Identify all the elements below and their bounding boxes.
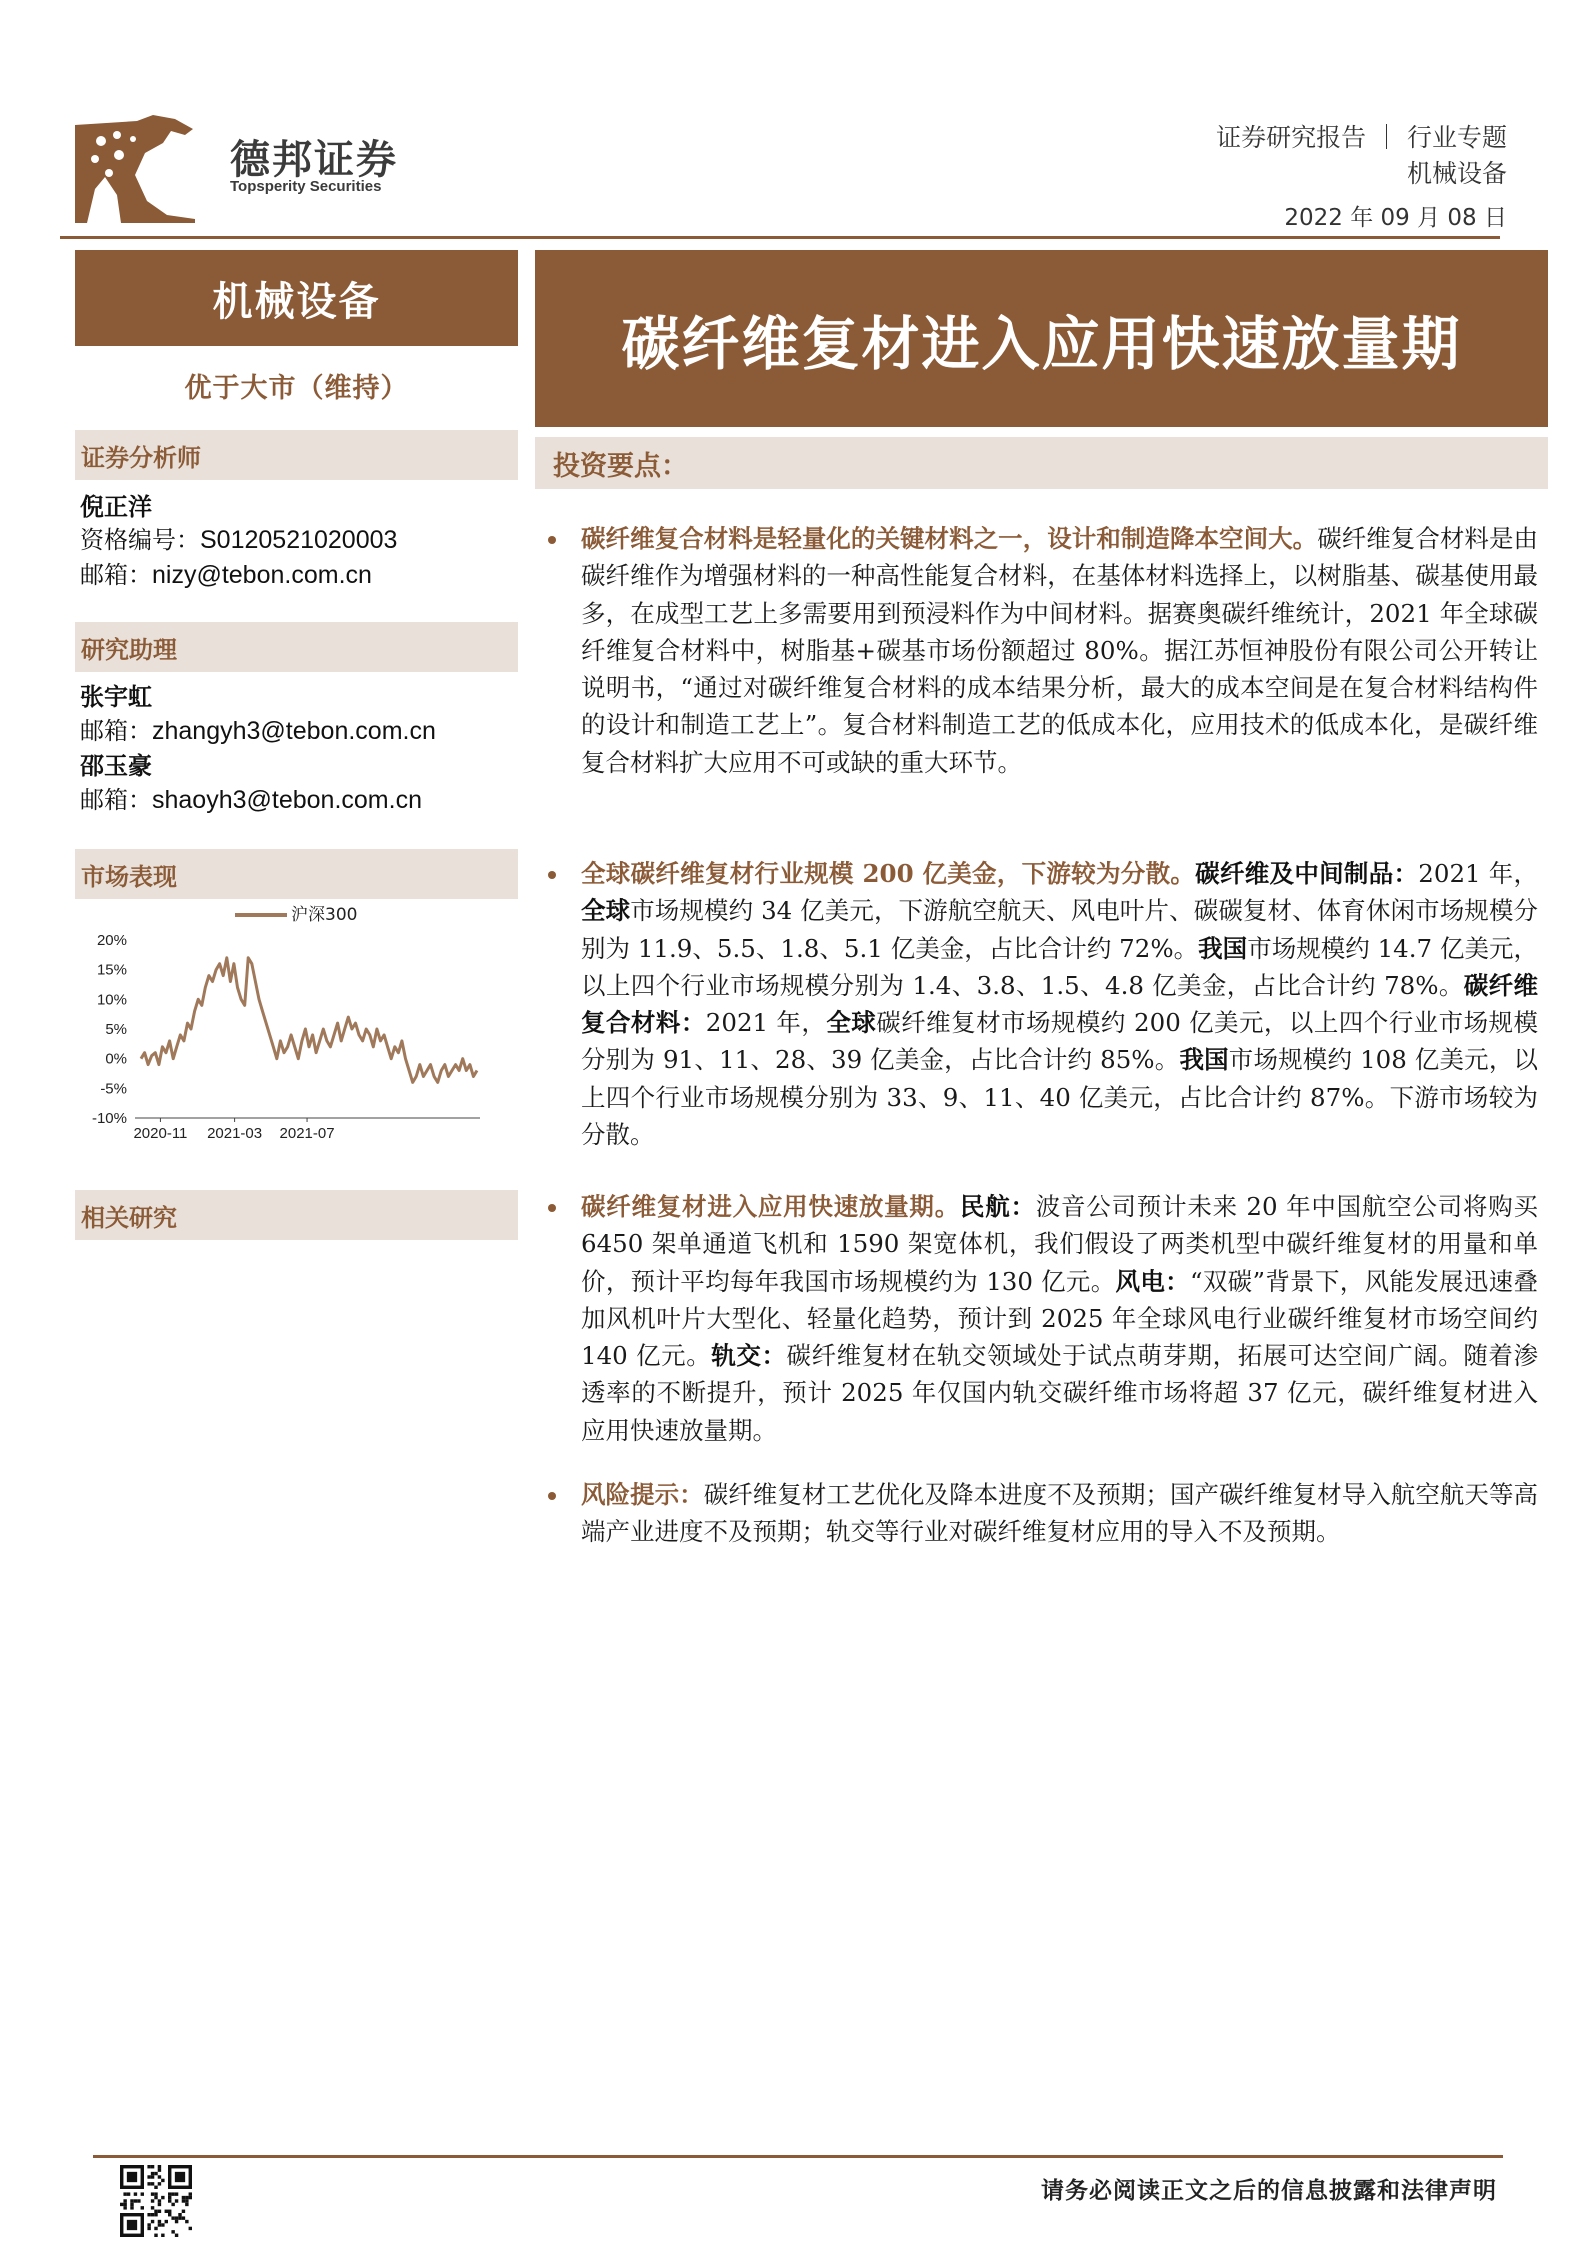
key-point-bold: 碳纤维复合材料： (581, 970, 1538, 1038)
qr-module (175, 2220, 178, 2223)
qr-module (147, 2213, 150, 2216)
assistant-email-row (80, 780, 422, 815)
y-tick-label: 5% (105, 1021, 127, 1038)
related-heading: 相关研究 (75, 1190, 518, 1240)
qr-module (185, 2196, 188, 2199)
qr-module (154, 2196, 157, 2199)
key-point-lead: 碳纤维复合材料是轻量化的关键材料之一，设计和制造降本空间大。 (581, 524, 1318, 553)
qr-module (158, 2182, 161, 2185)
qr-module (151, 2206, 154, 2209)
analyst-heading: 证券分析师 (75, 430, 518, 480)
qr-module (147, 2223, 150, 2226)
qr-module (158, 2175, 161, 2178)
qr-module (168, 2192, 171, 2195)
qr-module (175, 2234, 178, 2237)
key-point-body: 2021 年， (705, 1008, 827, 1038)
assistant-name: 张宇虹 (80, 682, 152, 711)
qr-module (182, 2216, 185, 2219)
qr-module (161, 2196, 164, 2199)
key-point-bold: 全球 (581, 896, 631, 926)
qr-module (158, 2220, 161, 2223)
qr-module (175, 2199, 178, 2202)
qr-module (178, 2216, 181, 2219)
qr-module (151, 2165, 154, 2168)
assistant-email-label: 邮箱： (80, 717, 152, 745)
bullet-icon (548, 871, 556, 879)
key-point-body: 市场规模约 108 亿美元，以上四个行业市场规模分别为 33、9、11、40 亿美元，占比合计约 87%。下游市场较为分散。 (581, 1045, 1538, 1150)
key-point (548, 1188, 1538, 1449)
key-point-text (581, 855, 1538, 1153)
key-point-bold: 风电： (1115, 1266, 1190, 1296)
key-point-text (581, 1476, 1538, 1551)
footer-disclaimer: 请务必阅读正文之后的信息披露和法律声明 (1041, 2177, 1497, 2204)
qr-module (123, 2203, 126, 2206)
analyst-cert: S0120521020003 (200, 526, 398, 554)
key-point-body: 市场规模约 34 亿美元，下游航空航天、风电叶片、碳碳复材、体育休闲市场规模分别为 11.9、5.5、1.8、5.1 亿美金，占比合计约 72%。 (581, 896, 1539, 963)
qr-module (189, 2192, 192, 2195)
qr-module (127, 2220, 137, 2230)
qr-module (127, 2192, 130, 2195)
qr-module (178, 2213, 181, 2216)
analyst-email[interactable]: nizy@tebon.com.cn (152, 561, 372, 589)
key-point-body: “双碳”背景下，风能发展迅速叠加风机叶片大型化、轻量化趋势，预计到 2025 年全球风电行业碳纤维复材市场空间约 140 亿元。 (581, 1266, 1539, 1371)
qr-module (151, 2220, 154, 2223)
company-logo-icon (75, 115, 195, 223)
qr-module (154, 2172, 157, 2175)
qr-module (158, 2203, 161, 2206)
header-sector: 机械设备 (1406, 159, 1507, 188)
key-point-bold: 全球 (826, 1008, 877, 1038)
qr-module (175, 2172, 185, 2182)
qr-module (147, 2165, 150, 2168)
qr-module (123, 2192, 126, 2195)
qr-module (168, 2196, 171, 2199)
key-point-bold: 轨交： (711, 1341, 787, 1371)
qr-module (154, 2213, 157, 2216)
footer-divider (93, 2155, 1503, 2158)
analyst-cert-label: 资格编号： (80, 526, 200, 554)
qr-module (154, 2234, 157, 2237)
key-point-body: 碳纤维复材在轨交领域处于试点萌芽期，拓展可达空间广阔。随着渗透率的不断提升，预计 2025 年仅国内轨交碳纤维市场将超 37 亿元，碳纤维复材进入应用快速放量期。 (581, 1341, 1538, 1445)
company-name-cn: 德邦证券 (230, 137, 398, 183)
qr-module (147, 2227, 150, 2230)
qr-module (134, 2199, 137, 2202)
qr-module (171, 2230, 174, 2233)
x-tick-label: 2021-03 (207, 1125, 263, 1142)
qr-module (165, 2210, 168, 2213)
key-point-bold: 碳纤维及中间制品： (1195, 859, 1419, 888)
key-point-body: 碳纤维复合材料是由碳纤维作为增强材料的一种高性能复合材料，在基体材料选择上，以树脂基、碳基使用最多，在成型工艺上多需要用到预浸料作为中间材料。据赛奥碳纤维统计，2021 年全球碳纤维复合材料中，树脂基+碳基市场份额超过 80%。据江苏恒神股份有限公司公开转让说明书，“通过对碳纤维复合材料的成本结果分析，最大的成本空间是在复合材料结构件的设计和制造工艺上”。复合材料制造工艺的低成本化，应用技术的低成本化，是碳纤维复合材料扩大应用不可或缺的重大环节。 (581, 524, 1539, 777)
qr-module (141, 2192, 144, 2195)
qr-module (130, 2203, 133, 2206)
qr-module (151, 2199, 154, 2202)
y-tick-label: 0% (105, 1050, 127, 1068)
key-point-bold: 我国 (1179, 1045, 1229, 1075)
key-point-bold: 民航： (959, 1192, 1036, 1221)
qr-module (189, 2227, 192, 2230)
qr-module (185, 2220, 188, 2223)
sector-title: 机械设备 (75, 250, 518, 346)
qr-module (137, 2199, 140, 2202)
qr-module (151, 2172, 154, 2175)
qr-module (151, 2182, 154, 2185)
qr-module (158, 2168, 161, 2171)
key-point-body: 市场规模约 14.7 亿美元，以上四个行业市场规模分别为 1.4、3.8、1.5、4.8 亿美金，占比合计约 78%。 (581, 933, 1539, 1000)
qr-module (185, 2199, 188, 2202)
bullet-icon (548, 1204, 556, 1212)
x-tick-label: 2020-11 (133, 1125, 188, 1142)
key-point (548, 520, 1538, 781)
qr-module (165, 2220, 168, 2223)
qr-module (168, 2213, 171, 2216)
key-point-body: 碳纤维复材工艺优化及降本进度不及预期；国产碳纤维复材导入航空航天等高端产业进度不及预期；轨交等行业对碳纤维复材应用的导入不及预期。 (581, 1480, 1539, 1547)
qr-module (147, 2182, 150, 2185)
qr-module (189, 2196, 192, 2199)
key-point-text (581, 520, 1538, 781)
assistant-heading: 研究助理 (75, 622, 518, 672)
assistant-email[interactable]: zhangyh3@tebon.com.cn (152, 717, 436, 745)
key-point-body: 波音公司预计未来 20 年中国航空公司将购买 6450 架单通道飞机和 1590 架宽体机，我们假设了两类机型中碳纤维复材的用量和单价，预计平均每年我国市场规模约为 130 亿元。 (581, 1192, 1539, 1296)
report-date: 2022 年 09 月 08 日 (1284, 205, 1507, 231)
qr-module (185, 2203, 188, 2206)
x-tick-label: 2021-07 (279, 1125, 335, 1142)
market-performance-chart (75, 900, 495, 1145)
key-points-heading: 投资要点： (535, 437, 1548, 489)
qr-module (158, 2199, 161, 2202)
qr-module (127, 2172, 137, 2182)
qr-module (151, 2175, 154, 2178)
key-point-lead: 碳纤维复材进入应用快速放量期。 (581, 1192, 960, 1221)
assistant-name: 邵玉豪 (80, 751, 152, 780)
qr-module (141, 2206, 144, 2209)
qr-module (154, 2192, 157, 2195)
y-tick-label: 10% (96, 991, 127, 1009)
qr-module (182, 2199, 185, 2202)
qr-module (130, 2206, 133, 2209)
qr-module (134, 2192, 137, 2195)
key-point-lead: 风险提示： (581, 1480, 704, 1509)
qr-module (168, 2199, 171, 2202)
qr-module (123, 2206, 126, 2209)
rating: 优于大市（维持） (184, 373, 409, 404)
qr-module (171, 2203, 174, 2206)
key-point-text (581, 1188, 1538, 1449)
qr-module (158, 2165, 161, 2168)
key-point (548, 1476, 1538, 1551)
key-point (548, 855, 1538, 1153)
assistant-email-row (80, 711, 436, 746)
series-line (141, 958, 477, 1083)
qr-module (161, 2179, 164, 2182)
qr-module (161, 2234, 164, 2237)
qr-module (182, 2210, 185, 2213)
market-heading: 市场表现 (75, 849, 518, 899)
bullet-icon (548, 1492, 556, 1500)
qr-module (168, 2210, 171, 2213)
report-title: 碳纤维复材进入应用快速放量期 (535, 250, 1548, 427)
key-point-body: 碳纤维复材市场规模约 200 亿美元，以上四个行业市场规模分别为 91、11、28、39 亿美金，占比合计约 85%。 (581, 1008, 1539, 1075)
qr-module (151, 2213, 154, 2216)
report-type: 证券研究报告 ｜ 行业专题 (1216, 123, 1507, 152)
key-point-body: 2021 年， (1418, 859, 1539, 888)
qr-module (175, 2192, 178, 2195)
key-point-lead: 全球碳纤维复材行业规模 200 亿美金，下游较为分散。 (581, 859, 1196, 888)
legend-label: 沪深300 (291, 905, 358, 925)
header-divider (60, 236, 1500, 239)
qr-module (154, 2186, 157, 2189)
qr-code-icon (120, 2165, 192, 2237)
qr-module (175, 2216, 178, 2219)
analyst-name: 倪正洋 (80, 492, 152, 521)
company-name-en: Topsperity Securities (230, 178, 382, 195)
qr-module (123, 2199, 126, 2202)
bullet-icon (548, 536, 556, 544)
qr-module (151, 2192, 154, 2195)
qr-module (158, 2223, 161, 2226)
qr-module (154, 2210, 157, 2213)
analyst-email-label: 邮箱： (80, 561, 152, 589)
y-tick-label: -10% (91, 1110, 127, 1127)
qr-module (161, 2223, 164, 2226)
key-point-bold: 我国 (1198, 933, 1248, 963)
qr-module (182, 2196, 185, 2199)
qr-module (130, 2199, 133, 2202)
qr-module (154, 2227, 157, 2230)
assistant-email[interactable]: shaoyh3@tebon.com.cn (152, 786, 422, 814)
y-tick-label: 20% (96, 932, 127, 949)
assistant-email-label: 邮箱： (80, 786, 152, 814)
y-tick-label: -5% (100, 1080, 127, 1098)
analyst-cert-row (80, 520, 397, 555)
qr-module (171, 2216, 174, 2219)
qr-module (147, 2175, 150, 2178)
y-tick-label: 15% (96, 961, 127, 979)
qr-module (158, 2210, 161, 2213)
qr-module (120, 2203, 123, 2206)
analyst-email-row (80, 555, 372, 590)
qr-module (171, 2192, 174, 2195)
